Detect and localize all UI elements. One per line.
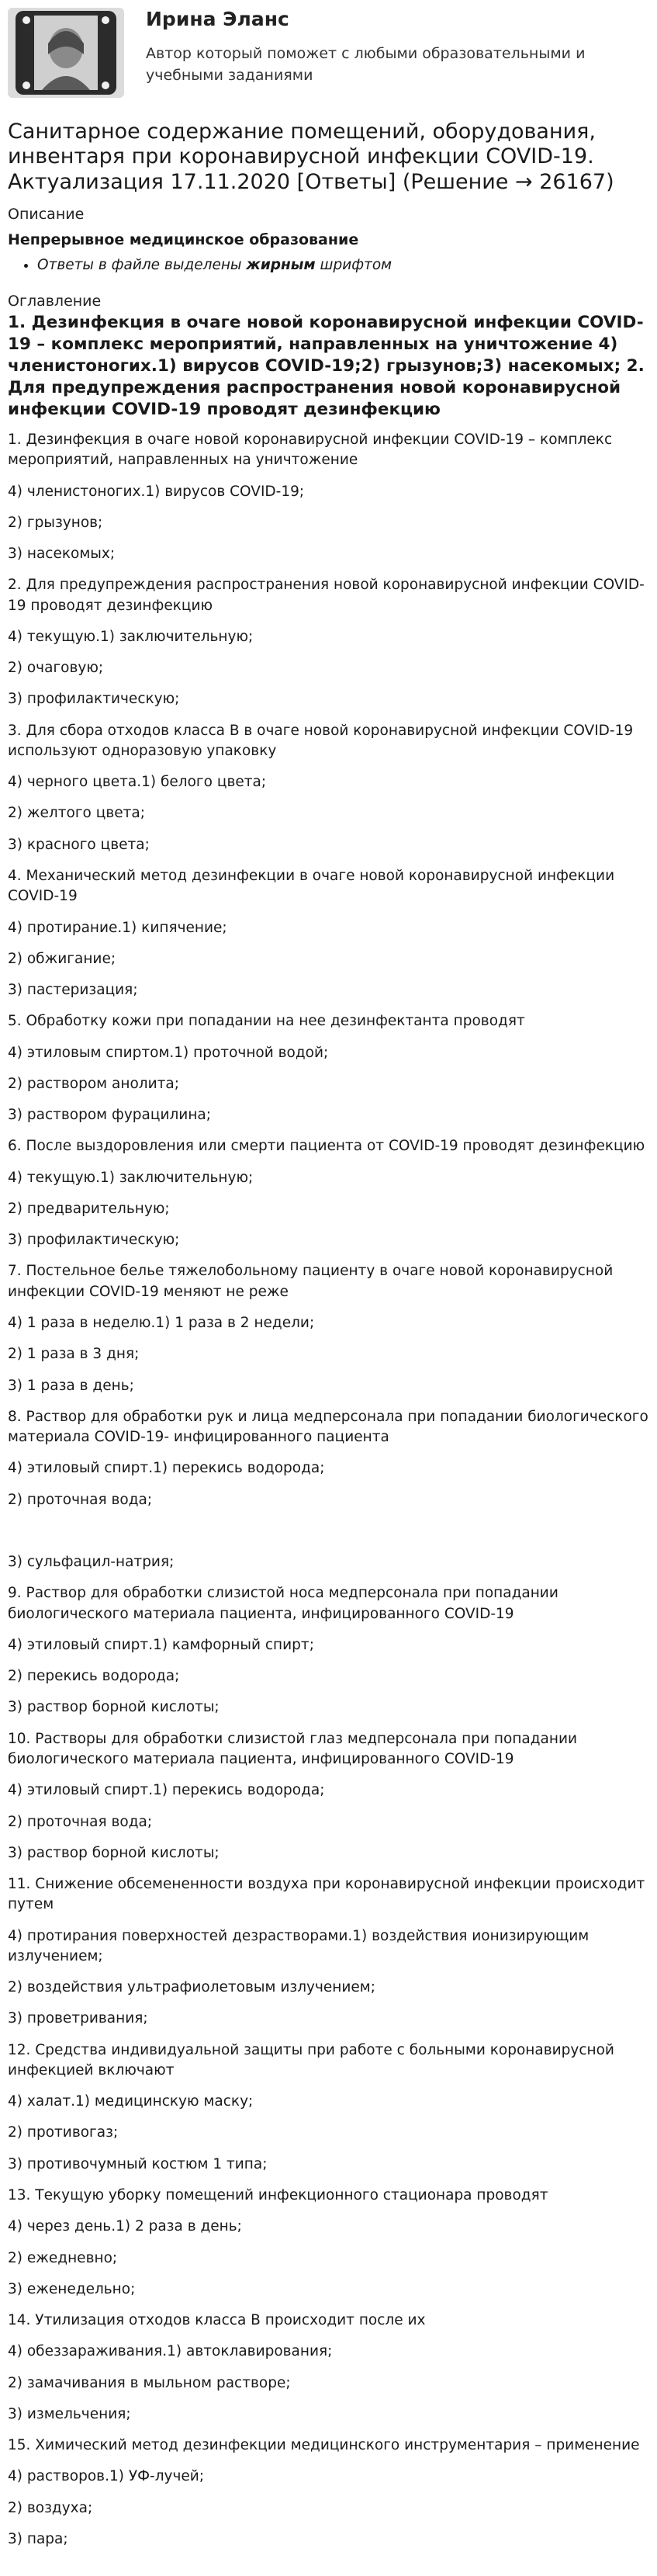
toc-label: Оглавление	[8, 293, 102, 310]
answer-option: 4) через день.1) 2 раза в день;	[8, 2218, 242, 2235]
answer-option: 3) проветривания;	[8, 2010, 148, 2027]
answer-option: 3) измельчения;	[8, 2405, 131, 2422]
answer-option: 3) насекомых;	[8, 546, 116, 563]
questions-list	[8, 430, 649, 2550]
answer-option: 4) 1 раза в неделю.1) 1 раза в 2 недели;	[8, 1315, 315, 1331]
answer-option: 4) черного цвета.1) белого цвета;	[8, 774, 267, 791]
section-heading: Непрерывное медицинское образование	[8, 231, 359, 249]
toc-title: 1. Дезинфекция в очаге новой коронавирусной инфекции COVID-19 – комплекс мероприятий, направленных на уничтожение 4) членистоногих.1) вирусов COVID-19;2) грызунов;3) насекомых; 2. Для предупреждения распространения новой коронавирусной инфекции COVID-19 проводят дезинфекцию	[8, 313, 645, 420]
question-text: 3. Для сбора отходов класса В в очаге новой коронавирусной инфекции COVID-19 используют одноразовую упаковку	[8, 722, 634, 759]
question-text: 15. Химический метод дезинфекции медицинского инструментария – применение	[8, 2437, 640, 2454]
note-text-after: шрифтом	[315, 257, 392, 274]
description-list	[8, 255, 649, 276]
answer-option: 4) членистоногих.1) вирусов COVID-19;	[8, 483, 305, 500]
answer-option: 2) 1 раза в 3 дня;	[8, 1346, 140, 1363]
list-item	[37, 255, 649, 276]
question-text: 12. Средства индивидуальной защиты при работе с больными коронавирусной инфекцией включают	[8, 2041, 614, 2078]
answer-option: 2) воздействия ультрафиолетовым излучением;	[8, 1979, 375, 1996]
answer-option: 3) 1 раза в день;	[8, 1377, 134, 1394]
question-text: 1. Дезинфекция в очаге новой коронавирусной инфекции COVID-19 – комплекс мероприятий, направленных на уничтожение	[8, 432, 613, 469]
avatar-photo-icon	[8, 8, 124, 98]
question-text: 6. После выздоровления или смерти пациента от COVID-19 проводят дезинфекцию	[8, 1138, 645, 1155]
author-block	[8, 8, 649, 98]
answer-option: 4) растворов.1) УФ-лучей;	[8, 2468, 205, 2485]
question-text: 14. Утилизация отходов класса В происходит после их	[8, 2312, 426, 2329]
author-info	[146, 8, 627, 86]
answer-option: 4) этиловый спирт.1) камфорный спирт;	[8, 1636, 314, 1653]
question-text: 9. Раствор для обработки слизистой носа медперсонала при попадании биологического материала пациента, инфицированного COVID-19	[8, 1585, 558, 1622]
answer-option: 4) этиловый спирт.1) перекись водорода;	[8, 1460, 325, 1477]
answer-option: 3) еженедельно;	[8, 2280, 136, 2297]
answer-option: 3) противочумный костюм 1 типа;	[8, 2155, 268, 2172]
author-name[interactable]: Ирина Эланс	[146, 8, 289, 30]
answer-option: 2) очаговую;	[8, 660, 104, 677]
answer-option: 4) протирание.1) кипячение;	[8, 919, 227, 936]
author-avatar[interactable]	[8, 8, 124, 98]
answer-option: 2) грызунов;	[8, 514, 103, 531]
question-text: 2. Для предупреждения распространения новой коронавирусной инфекции COVID-19 проводят дезинфекцию	[8, 577, 645, 614]
answer-option: 3) раствор борной кислоты;	[8, 1699, 220, 1716]
answer-option: 3) красного цвета;	[8, 836, 150, 853]
answer-option: 3) пара;	[8, 2530, 68, 2547]
author-description: Автор который поможет с любыми образовательными и учебными заданиями	[146, 45, 586, 84]
question-text: 13. Текущую уборку помещений инфекционного стационара проводят	[8, 2186, 548, 2203]
answer-option: 4) этиловым спиртом.1) проточной водой;	[8, 1044, 329, 1061]
answer-option: 2) обжигание;	[8, 950, 116, 967]
answer-option: 2) желтого цвета;	[8, 805, 145, 822]
answer-option: 4) этиловый спирт.1) перекись водорода;	[8, 1782, 325, 1799]
page-title: Санитарное содержание помещений, оборудования, инвентаря при коронавирусной инфекции COVID-19. Актуализация 17.11.2020 [Ответы] (Решение → 26167)	[8, 120, 614, 194]
answer-option: 3) раствор борной кислоты;	[8, 1844, 220, 1861]
answer-option: 2) замачивания в мыльном растворе;	[8, 2374, 291, 2391]
question-text: 10. Растворы для обработки слизистой глаз медперсонала при попадании биологического материала пациента, инфицированного COVID-19	[8, 1730, 578, 1767]
answer-option: 4) обеззараживания.1) автоклавирования;	[8, 2343, 333, 2360]
answer-option: 3) пастеризация;	[8, 982, 138, 999]
question-text: 4. Механический метод дезинфекции в очаге новой коронавирусной инфекции COVID-19	[8, 868, 615, 905]
answer-option: 3) профилактическую;	[8, 691, 180, 708]
answer-option: 3) профилактическую;	[8, 1232, 180, 1249]
question-text: 8. Раствор для обработки рук и лица медперсонала при попадании биологического материала COVID-19- инфицированного пациента	[8, 1408, 648, 1446]
note-text-before: Ответы в файле выделены	[37, 257, 247, 274]
answer-option: 4) халат.1) медицинскую маску;	[8, 2093, 254, 2110]
answer-option: 4) текущую.1) заключительную;	[8, 628, 254, 645]
answer-option: 2) перекись водорода;	[8, 1668, 180, 1685]
description-label: Описание	[8, 206, 85, 224]
answer-option: 2) воздуха;	[8, 2499, 93, 2516]
question-text: 5. Обработку кожи при попадании на нее дезинфектанта проводят	[8, 1013, 525, 1030]
question-text: 11. Снижение обсемененности воздуха при коронавирусной инфекции происходит путем	[8, 1876, 645, 1913]
answer-option: 2) предварительную;	[8, 1200, 170, 1217]
answer-option: 3) сульфацил-натрия;	[8, 1554, 175, 1571]
note-text-strong: жирным	[246, 257, 316, 274]
answer-option: 4) протирания поверхностей дезрастворами.1) воздействия ионизирующим излучением;	[8, 1927, 590, 1964]
answer-option: 2) раствором анолита;	[8, 1075, 179, 1092]
question-text: 7. Постельное белье тяжелобольному пациенту в очаге новой коронавирусной инфекции COVID-19 меняют не реже	[8, 1263, 614, 1300]
answer-option: 2) проточная вода;	[8, 1491, 153, 1508]
answer-option: 4) текущую.1) заключительную;	[8, 1169, 254, 1186]
answer-option: 2) проточная вода;	[8, 1813, 153, 1830]
answer-option	[8, 1521, 649, 1541]
answer-option: 3) раствором фурацилина;	[8, 1107, 211, 1124]
answer-option: 2) противогаз;	[8, 2124, 119, 2141]
answer-option: 2) ежедневно;	[8, 2249, 118, 2266]
